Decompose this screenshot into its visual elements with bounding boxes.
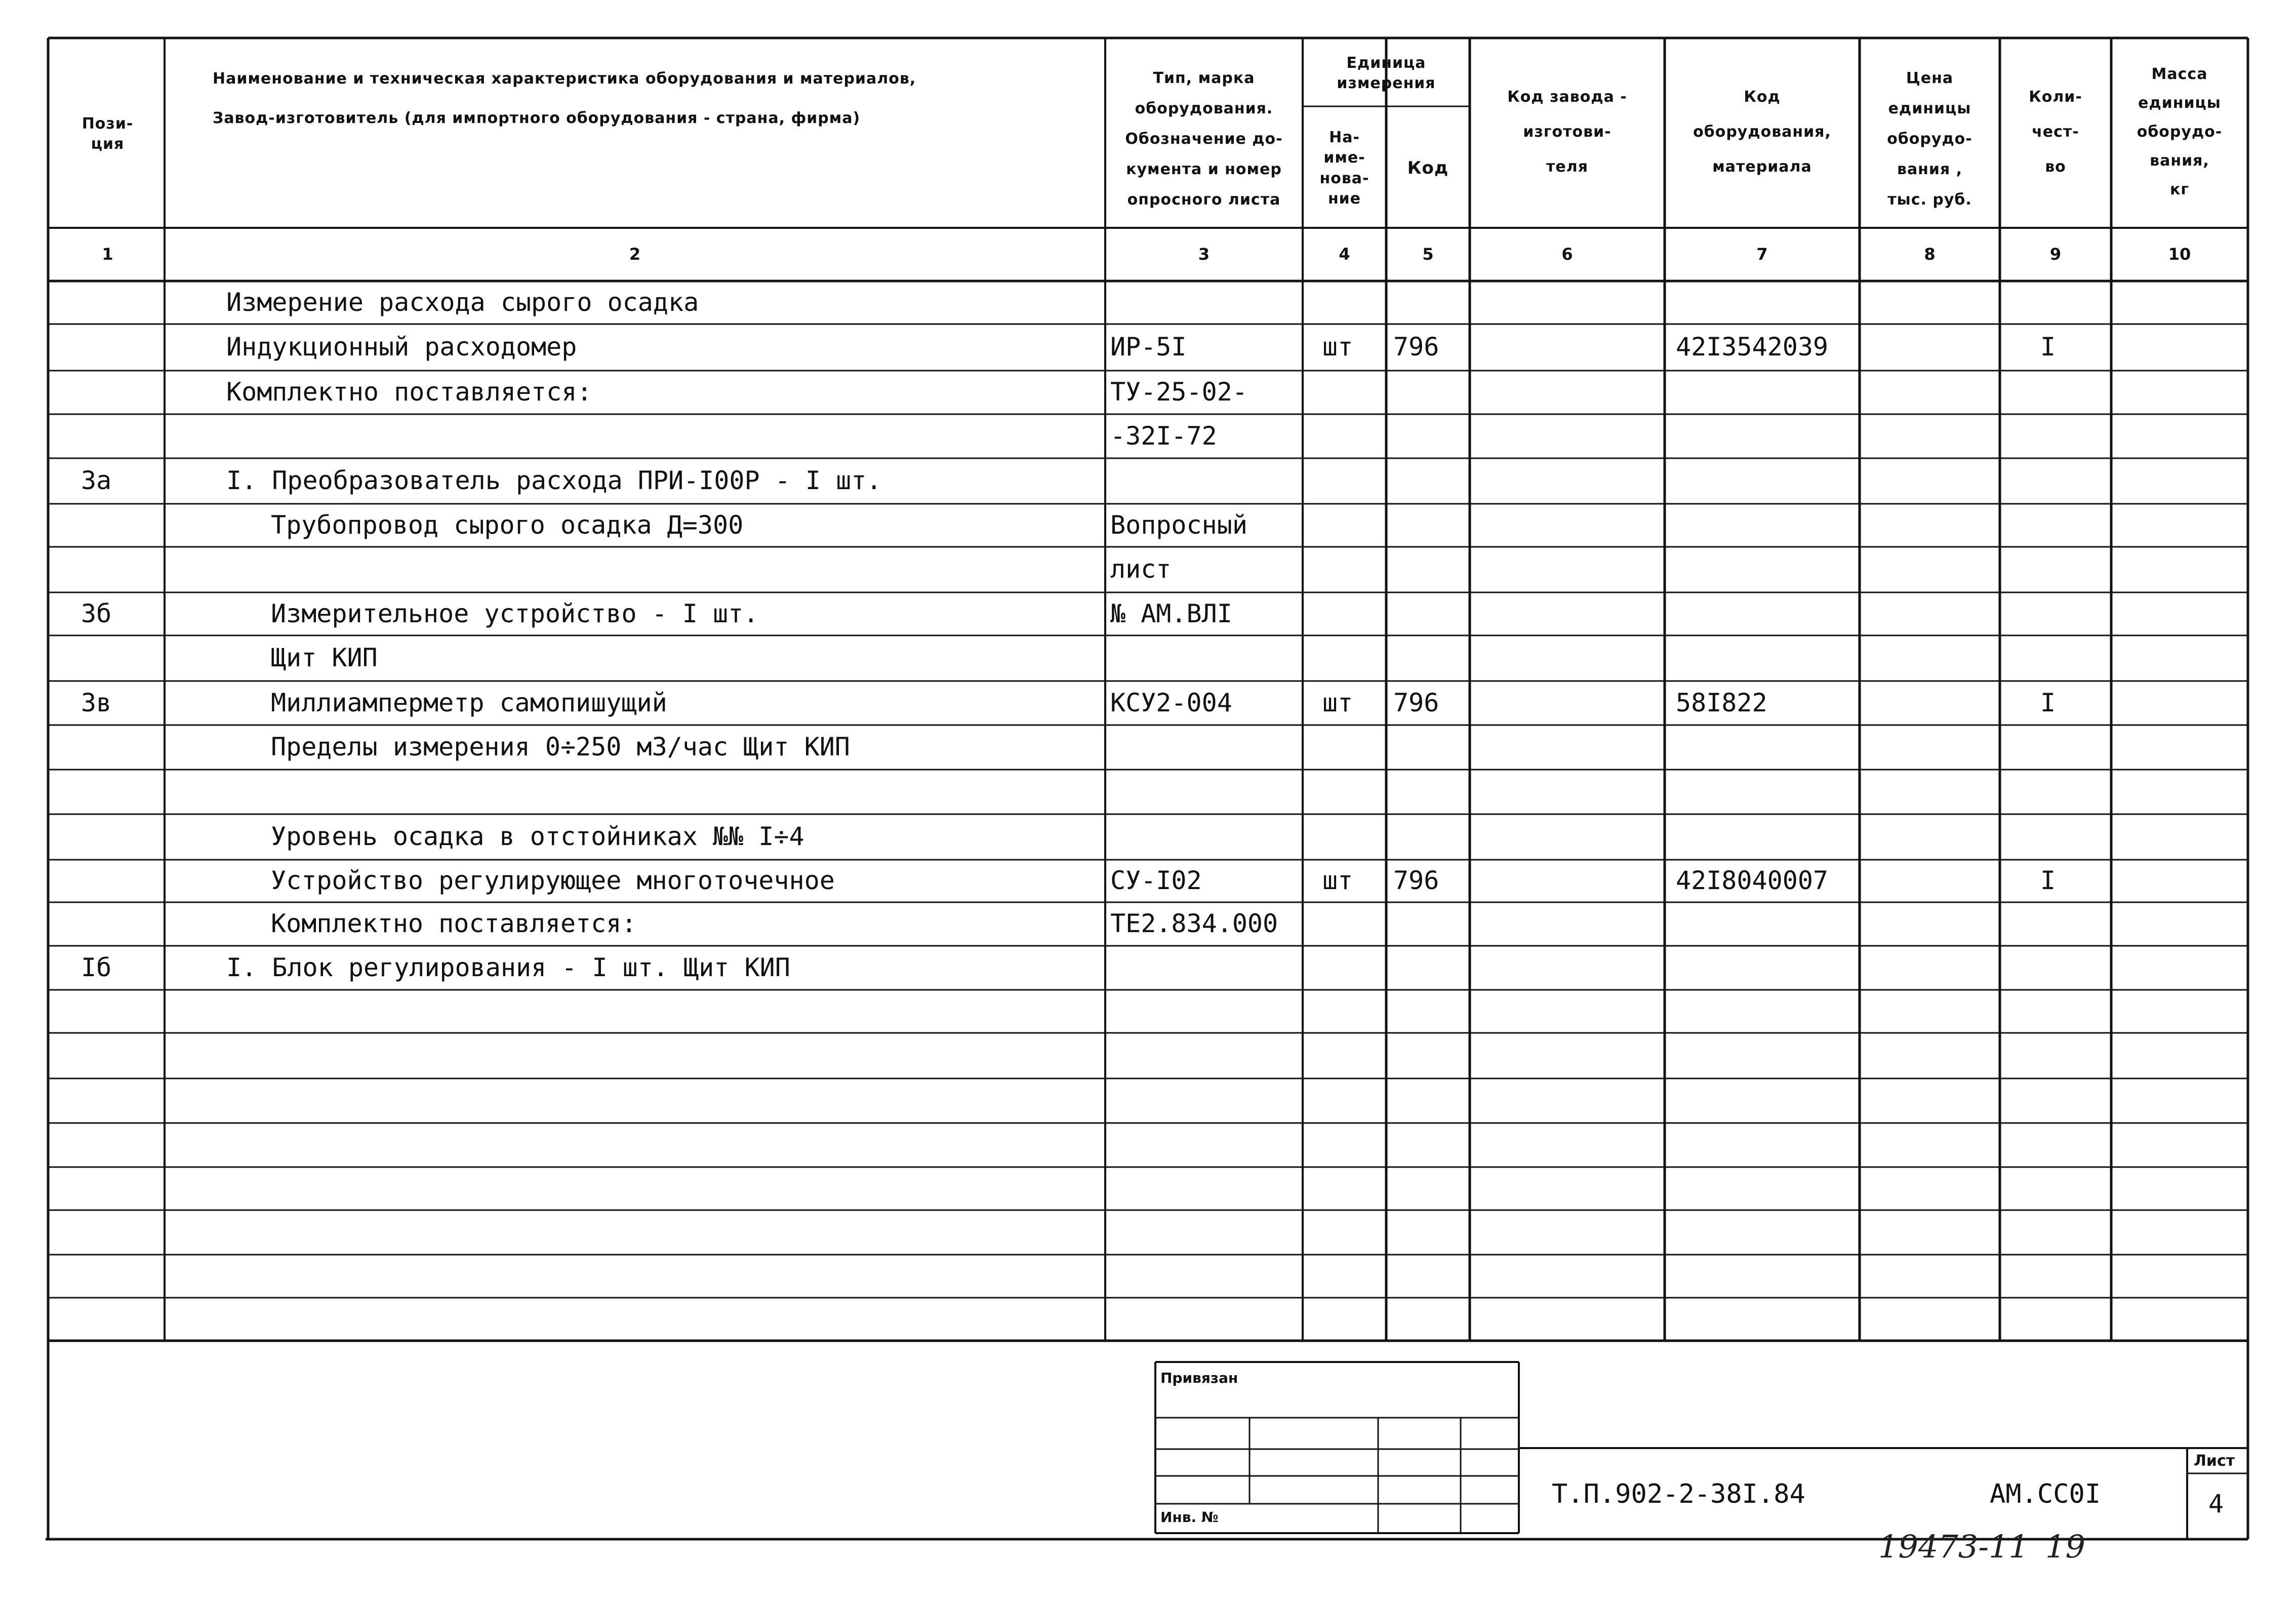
header-line: Обозначение до-: [1125, 130, 1283, 148]
row-unit-code: 796: [1393, 866, 1439, 895]
header-line: единицы: [1888, 100, 1971, 117]
row-type: КСУ2-004: [1110, 688, 1232, 717]
header-line: изготови-: [1523, 123, 1612, 141]
row-type: ТУ-25-02-: [1110, 377, 1247, 407]
header-unit-code: [1386, 109, 1470, 228]
column-number: 2: [629, 245, 641, 264]
column-number: 7: [1756, 245, 1768, 264]
row-quantity: I: [2040, 866, 2056, 895]
row-type: № АМ.ВЛI: [1110, 598, 1232, 628]
header-name: [213, 56, 1073, 142]
header-line: Цена: [1906, 69, 1954, 87]
row-unit-code: 796: [1393, 332, 1439, 362]
header-line: ция: [91, 135, 125, 153]
row-name: Уровень осадка в отстойниках №№ I÷4: [271, 822, 804, 851]
stamp-sheet-label: Лист: [2194, 1452, 2235, 1470]
row-name: Измерение расхода сырого осадка: [226, 287, 699, 317]
column-number: 1: [102, 245, 113, 264]
header-quantity: [2000, 56, 2111, 208]
row-position: 3в: [81, 688, 112, 717]
row-name: Комплектно поставляется:: [226, 377, 592, 407]
row-unit-name: шт: [1322, 688, 1353, 717]
header-line: На-: [1329, 128, 1360, 146]
stamp-designation: Т.П.902-2-38I.84: [1552, 1479, 1805, 1509]
row-type: СУ-I02: [1110, 866, 1202, 895]
header-equipment-code: [1665, 56, 1860, 208]
header-line: Коли-: [2029, 88, 2082, 106]
header-line: вания,: [2150, 151, 2209, 170]
row-unit-name: шт: [1322, 866, 1353, 895]
header-price: [1860, 51, 2000, 228]
handwritten-number: 19473-11: [1878, 1528, 2029, 1565]
row-type: -32I-72: [1110, 421, 1217, 451]
column-number: 5: [1422, 245, 1434, 264]
header-line: Код завода -: [1507, 88, 1627, 106]
row-name: Миллиамперметр самопишущий: [271, 688, 667, 717]
row-type: ТЕ2.834.000: [1110, 909, 1278, 938]
stamp-inventory-label: Инв. №: [1160, 1509, 1219, 1526]
header-line: Завод-изготовитель (для импортного оборудования - страна, фирма): [213, 109, 861, 127]
header-line: во: [2045, 157, 2066, 176]
header-line: измерения: [1337, 74, 1436, 92]
row-name: I. Блок регулирования - I шт. Щит КИП: [226, 952, 790, 982]
row-quantity: I: [2040, 688, 2056, 717]
header-line: нова-: [1319, 169, 1369, 187]
header-mass: [2111, 46, 2248, 218]
column-number: 3: [1198, 245, 1210, 264]
row-equipment-code: 58I822: [1676, 688, 1767, 717]
handwritten-page: 19: [2045, 1528, 2085, 1565]
stamp-document-code: АМ.СС0I: [1990, 1479, 2101, 1509]
header-line: Масса: [2151, 65, 2208, 83]
header-type: [1105, 56, 1303, 223]
header-line: Код: [1407, 157, 1449, 178]
header-line: Пози-: [82, 114, 134, 133]
header-line: теля: [1546, 157, 1588, 176]
row-quantity: I: [2040, 332, 2056, 362]
header-manufacturer-code: [1470, 56, 1665, 208]
column-number: 4: [1339, 245, 1350, 264]
header-line: оборудования,: [1693, 123, 1831, 141]
row-unit-name: шт: [1322, 332, 1353, 362]
row-name: Индукционный расходомер: [226, 332, 577, 362]
column-number: 10: [2168, 245, 2191, 264]
header-line: вания ,: [1897, 161, 1963, 178]
header-unit-name: [1303, 109, 1386, 228]
header-line: ние: [1327, 190, 1361, 208]
column-number: 8: [1924, 245, 1936, 264]
header-line: оборудо-: [2137, 123, 2223, 141]
row-type: ИР-5I: [1110, 332, 1187, 362]
row-name: Измерительное устройство - I шт.: [271, 598, 759, 628]
header-unit: [1303, 41, 1470, 106]
row-position: Iб: [81, 952, 112, 982]
row-unit-code: 796: [1393, 688, 1439, 717]
row-name: Устройство регулирующее многоточечное: [271, 866, 835, 895]
row-equipment-code: 42I3542039: [1676, 332, 1829, 362]
header-line: Код: [1744, 88, 1781, 106]
row-position: 3б: [81, 598, 112, 628]
header-line: материала: [1712, 157, 1812, 176]
header-line: име-: [1323, 149, 1365, 167]
column-number: 9: [2049, 245, 2062, 264]
header-line: чест-: [2032, 123, 2079, 141]
column-number: 6: [1561, 245, 1573, 264]
row-position: 3а: [81, 466, 112, 495]
header-line: Наименование и техническая характеристика оборудования и материалов,: [213, 70, 916, 88]
row-type: Вопросный: [1110, 510, 1247, 540]
header-line: единицы: [2138, 94, 2221, 112]
header-line: Тип, марка: [1153, 69, 1255, 87]
row-name: Щит КИП: [271, 643, 378, 672]
header-line: оборудования.: [1135, 100, 1273, 117]
header-line: оборудо-: [1887, 130, 1972, 148]
row-name: Комплектно поставляется:: [271, 909, 637, 938]
row-type: лист: [1110, 554, 1172, 584]
stamp-sheet-number: 4: [2208, 1489, 2224, 1518]
row-name: Пределы измерения 0÷250 м3/час Щит КИП: [271, 732, 850, 762]
header-line: кг: [2169, 180, 2190, 198]
header-line: тыс. руб.: [1887, 191, 1972, 209]
header-position: [51, 41, 165, 228]
header-line: Единица: [1346, 54, 1426, 72]
row-equipment-code: 42I8040007: [1676, 866, 1829, 895]
header-line: опросного листа: [1127, 191, 1281, 209]
row-name: I. Преобразователь расхода ПРИ-I00Р - I шт.: [226, 466, 882, 495]
stamp-bound-label: Привязан: [1160, 1370, 1238, 1386]
row-name: Трубопровод сырого осадка Д=300: [271, 510, 744, 540]
header-line: кумента и номер: [1126, 161, 1282, 178]
